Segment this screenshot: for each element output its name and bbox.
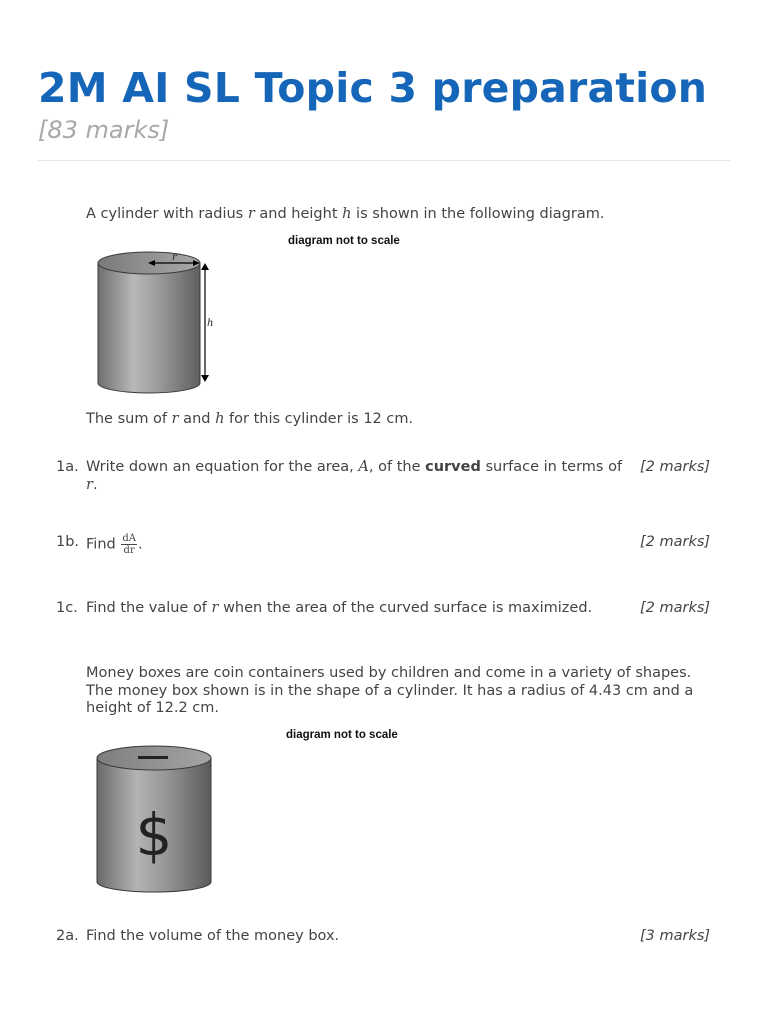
derivative-fraction: $\frac{dA}{dr}$ [122, 533, 136, 556]
question-1c-text: Find the value of r when the area of the curved surface is maximized. [86, 600, 593, 616]
coin-slot [138, 756, 168, 759]
question-marks: [2 marks] [640, 459, 711, 475]
height-label: h [207, 318, 214, 329]
sum-statement: The sum of r and h for this cylinder is 12 cm. [86, 411, 414, 427]
question-number: 1a. [56, 459, 79, 475]
question-number: 2a. [56, 928, 79, 944]
cylinder-intro: A cylinder with radius r and height h is shown in the following diagram. [86, 206, 605, 222]
radius-label: r [172, 252, 177, 263]
question-number: 1c. [56, 600, 78, 616]
money-box-diagram [90, 738, 220, 896]
cylinder-diagram [90, 245, 230, 395]
diagram-note: diagram not to scale [288, 235, 400, 247]
header-divider [38, 160, 730, 161]
question-number: 1b. [56, 534, 80, 550]
question-marks: [3 marks] [640, 928, 711, 944]
page-title: 2M AI SL Topic 3 preparation [38, 64, 708, 112]
total-marks: [83 marks] [38, 116, 170, 144]
question-2a-text: Find the volume of the money box. [86, 928, 340, 944]
question-marks: [2 marks] [640, 534, 711, 550]
money-box-intro: Money boxes are coin containers used by children and come in a variety of shapes. The money box shown is in the shape of a cylinder. It has a radius of 4.43 cm and a height of 12.2 cm. [86, 665, 694, 716]
question-1b-text: Find $\frac{dA}{dr}$ . [86, 533, 143, 556]
dollar-sign: $ [135, 801, 173, 869]
question-1a-text: Write down an equation for the area, A, of the curved surface in terms of r. [86, 459, 623, 493]
question-marks: [2 marks] [640, 600, 711, 616]
diagram-note: diagram not to scale [286, 729, 398, 741]
